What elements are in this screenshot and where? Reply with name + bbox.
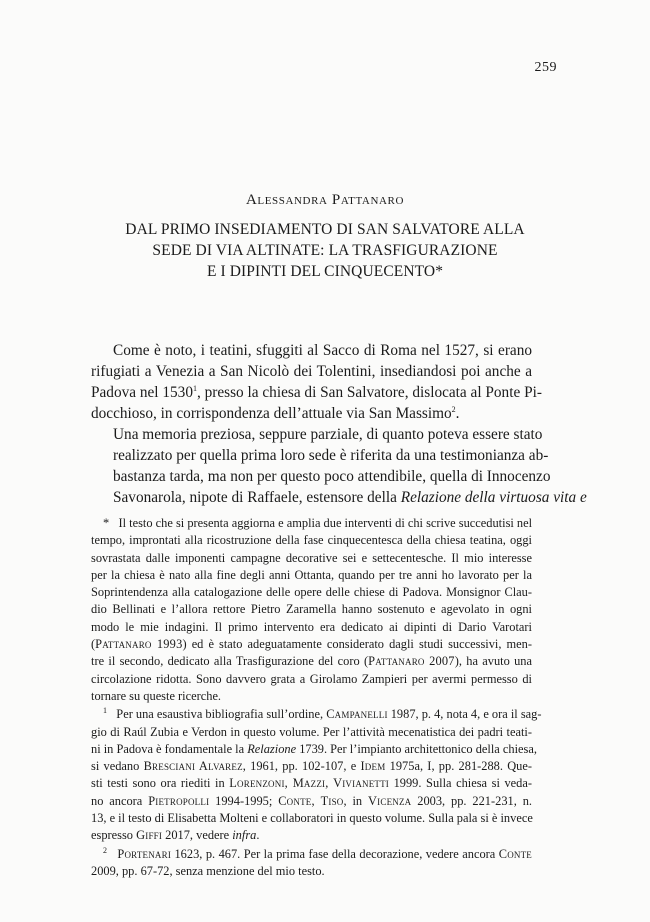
- note-line: Soprintendenza alla catalogazione delle opere delle chiese di Padova. Monsignor Clau-: [91, 585, 532, 600]
- note-line: tre il secondo, dedicato alla Trasfigurazione del coro (Pattanaro 2007), ha avuto una: [91, 654, 532, 669]
- note-line: per la chiesa è nato alla fine degli anni Ottanta, quando per tre anni ho lavorato per la: [91, 567, 532, 582]
- footnotes: [91, 515, 542, 881]
- note-line: circolazione ridotta. Sono davvero grata a Girolamo Zampieri per avermi permesso di: [91, 671, 532, 686]
- title-line: E I DIPINTI DEL CINQUECENTO*: [206, 263, 444, 280]
- title-line: DAL PRIMO INSEDIAMENTO DI SAN SALVATORE ALLA: [125, 221, 525, 238]
- title-line: SEDE DI VIA ALTINATE: LA TRASFIGURAZIONE: [152, 242, 498, 259]
- note-line: gio di Raúl Zubia e Verdon in questo volume. Per l’attività mecenatistica dei padri teati-: [91, 724, 532, 739]
- note-line: * Il testo che si presenta aggiorna e amplia due interventi di chi scrive succedutisi nel: [103, 516, 533, 530]
- note-line: si vedano Bresciani Alvarez, 1961, pp. 102-107, e Idem 1975a, I, pp. 281-288. Que-: [91, 759, 532, 774]
- text-line: realizzato per quella prima loro sede è riferita da una testimonianza ab-: [113, 447, 549, 464]
- footnote-ref-1[interactable]: 1: [192, 383, 197, 393]
- body-text: [91, 340, 587, 508]
- footnote-ref-2[interactable]: 2: [451, 404, 456, 414]
- text-line: Padova nel 1530$^1$, presso la chiesa di San Salvatore, dislocata al Ponte Pi-: [91, 383, 542, 401]
- author-name: Alessandra Pattanaro: [245, 192, 405, 208]
- text-line: Savonarola, nipote di Raffaele, estensore della Relazione della virtuosa vita e: [113, 489, 587, 506]
- text-line: Una memoria preziosa, seppure parziale, di quanto poteva essere stato: [113, 426, 543, 443]
- chapter-title: [70, 219, 580, 282]
- note-line: 2009, pp. 67-72, senza menzione del mio testo.: [91, 863, 325, 878]
- note-line: tornare su queste ricerche.: [91, 688, 222, 703]
- note-line: espresso Giffi 2017, vedere infra.: [91, 828, 260, 843]
- note-line: sti testi sono ora riediti in Lorenzoni, Mazzi, Vivianetti 1999. Sulla chiesa si veda-: [91, 776, 532, 791]
- footnote-1: [91, 706, 542, 844]
- text-line: rifugiati a Venezia a San Nicolò dei Tolentini, insediandosi poi anche a: [91, 363, 532, 380]
- note-line: 13, e il testo di Elisabetta Molteni e collaboratori in questo volume. Sulla pala si è invece: [91, 811, 533, 826]
- note-line: modo le mie indagini. Il primo intervento era dedicato ai dipinti di Dario Varotari: [91, 619, 532, 634]
- note-line: tempo, improntati alla ricostruzione della fase cinquecentesca della chiesa teatina, oggi: [91, 533, 532, 548]
- paragraph-1: [91, 340, 542, 424]
- note-line: no ancora Pietropolli 1994-1995; Conte, Tiso, in Vicenza 2003, pp. 221-231, n.: [91, 793, 532, 808]
- note-line: dio Bellinati e l’allora rettore Pietro Zaramella hanno sostenuto e agevolato in ogni: [91, 602, 532, 617]
- note-line: sovrastata dalle imponenti campagne decorative sei e settecentesche. Il mio interesse: [91, 550, 532, 565]
- text-line: docchioso, in corrispondenza dell’attuale via San Massimo$^2$.: [91, 404, 460, 422]
- text-line: Come è noto, i teatini, sfuggiti al Sacco di Roma nel 1527, si erano: [113, 342, 532, 359]
- note-line: $^1$ Per una esaustiva bibliografia sull’ordine, Campanelli 1987, p. 4, nota 4, e ora il sag-: [103, 706, 542, 722]
- note-line: ni in Padova è fondamentale la Relazione 1739. Per l’impianto architettonico della chiesa,: [91, 741, 537, 756]
- page-number: 259: [534, 60, 557, 75]
- text-line: bastanza tarda, ma non per questo poco attendibile, quella di Innocenzo: [113, 468, 551, 485]
- note-line: (Pattanaro 1993) ed è stato adeguatamente considerato dagli studi successivi, men-: [91, 637, 532, 652]
- footnote-2: [91, 846, 532, 881]
- note-line: $^2$ Portenari 1623, p. 467. Per la prima fase della decorazione, vedere ancora Conte: [103, 845, 532, 861]
- paragraph-2: [91, 424, 587, 508]
- footnote-star: [91, 515, 532, 705]
